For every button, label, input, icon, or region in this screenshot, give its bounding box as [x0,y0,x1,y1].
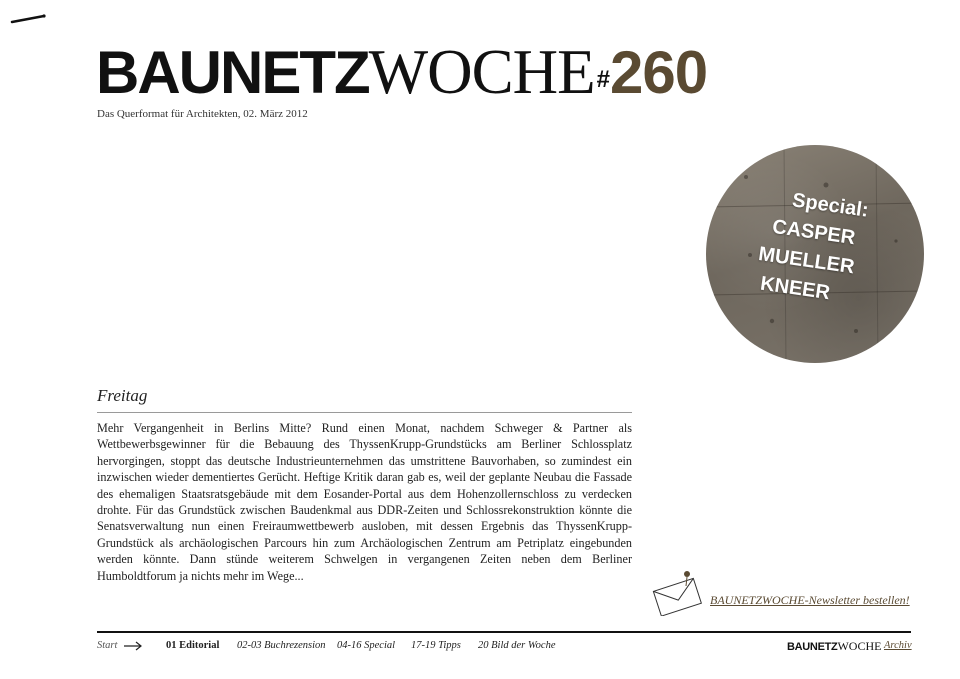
arrow-right-icon[interactable] [123,641,143,651]
nav-special[interactable]: 04-16 Special [337,640,396,651]
nav-editorial[interactable]: 01 Editorial [166,640,220,651]
masthead-brand-light: WOCHE [368,37,595,107]
masthead-issue-number: 260 [609,39,708,106]
footer-brand-bold: BAUNETZ [787,641,838,653]
archive-link[interactable]: Archiv [884,640,912,651]
article-title: Freitag [97,386,632,413]
footer-divider [97,631,911,633]
special-teaser-text[interactable] [748,182,870,312]
editorial-article [97,386,632,584]
masthead-subtitle: Das Querformat für Architekten, 02. März 2012 [97,108,308,120]
start-link[interactable]: Start [97,640,118,651]
special-line-2: MUELLER [757,243,856,279]
special-label: Special: [790,189,870,222]
masthead-brand-bold: BAUNETZ [96,39,369,106]
footer-nav [97,637,911,657]
article-body: Mehr Vergangenheit in Berlins Mitte? Rund einen Monat, nachdem Schweger & Partner als Wettbewerbsgewinner für die Bebauung des ThyssenKrupp-Grundstücks am Berliner Schlossplatz hervorgingen, stoppt das deutsche Industrieunternehmen das umstrittene Bauvorhaben, so zumindest ein inzwischen wieder dementiertes Gerücht. Heftige Kritik daran gab es, weil der geplante Neubau die Fassade des ehemaligen Staatsratsgebäude mit dem Eosander-Portal aus dem Hohenzollernschloss zu verdecken drohte. Für das Grundstück zwischen Baudenkmal aus DDR-Zeiten und Schlossrekonstruktion könnte die Senatsverwaltung nun einen Freiraumwettbewerb ausloben, mit dessen Ergebnis das ThyssenKrupp-Grundstück als archäologischen Parcours hin zum Archäologischen Zentrum am Petriplatz eingebunden werden könnte. Dann stünde weiterem Schwelgen in vergangenen Zeiten neben dem Berliner Humboldtforum ja nichts mehr im Wege... [97,421,632,583]
masthead-logo [96,37,708,107]
special-teaser-circle[interactable] [706,145,924,363]
newsletter-link[interactable]: BAUNETZWOCHE-Newsletter bestellen! [710,593,910,607]
corner-mark-icon [10,10,50,26]
nav-tipps[interactable]: 17-19 Tipps [411,640,461,651]
footer-brand-light: WOCHE [837,639,882,653]
footer-brand-logo[interactable] [787,639,881,654]
nav-buchrezension[interactable]: 02-03 Buchrezension [237,640,326,651]
special-line-1: CASPER [770,215,857,250]
envelope-icon [650,570,706,616]
nav-bild-der-woche[interactable]: 20 Bild der Woche [478,640,556,651]
special-line-3: KNEER [758,272,832,305]
newsletter-signup[interactable] [650,570,920,616]
masthead-issue-hash: # [596,66,610,93]
